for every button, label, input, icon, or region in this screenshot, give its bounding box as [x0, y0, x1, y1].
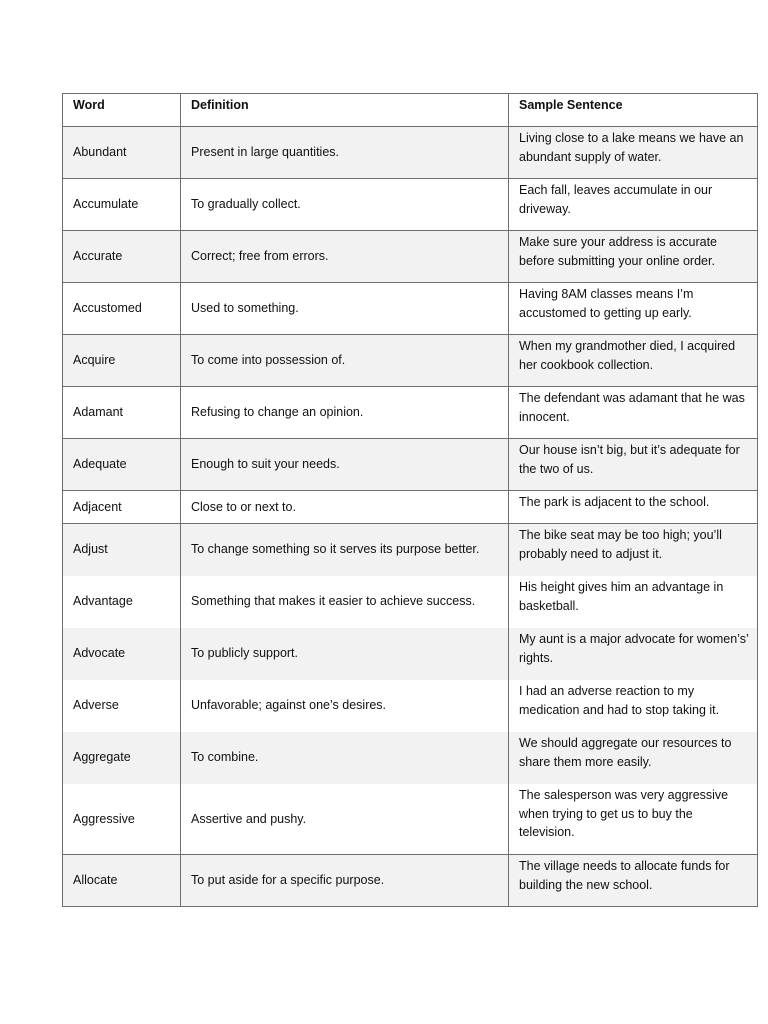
table-row: [63, 491, 758, 524]
table-row: [63, 283, 758, 335]
sentence-cell: The bike seat may be too high; you’ll probably need to adjust it.: [509, 524, 758, 576]
definition-cell: To come into possession of.: [181, 335, 509, 387]
word-cell: Adequate: [63, 439, 181, 491]
definition-cell: Used to something.: [181, 283, 509, 335]
table-row: [63, 732, 758, 784]
sentence-cell: Having 8AM classes means I’m accustomed to getting up early.: [509, 283, 758, 335]
definition-cell: To publicly support.: [181, 628, 509, 680]
table-row: [63, 855, 758, 907]
definition-cell: Present in large quantities.: [181, 127, 509, 179]
sentence-cell: The salesperson was very aggressive when trying to get us to buy the television.: [509, 784, 758, 855]
sentence-cell: The park is adjacent to the school.: [509, 491, 758, 524]
word-cell: Adjacent: [63, 491, 181, 524]
definition-cell: To combine.: [181, 732, 509, 784]
definition-cell: To change something so it serves its purpose better.: [181, 524, 509, 576]
vocabulary-table: [62, 93, 758, 907]
table-row: [63, 628, 758, 680]
sentence-cell: The defendant was adamant that he was innocent.: [509, 387, 758, 439]
definition-cell: Something that makes it easier to achieve success.: [181, 576, 509, 628]
word-cell: Acquire: [63, 335, 181, 387]
word-cell: Accumulate: [63, 179, 181, 231]
table-row: [63, 387, 758, 439]
sentence-cell: We should aggregate our resources to share them more easily.: [509, 732, 758, 784]
word-cell: Aggregate: [63, 732, 181, 784]
definition-cell: Enough to suit your needs.: [181, 439, 509, 491]
word-cell: Accurate: [63, 231, 181, 283]
table-row: [63, 179, 758, 231]
table-header-row: [63, 94, 758, 127]
definition-cell: Correct; free from errors.: [181, 231, 509, 283]
word-cell: Advantage: [63, 576, 181, 628]
word-cell: Adamant: [63, 387, 181, 439]
definition-cell: Refusing to change an opinion.: [181, 387, 509, 439]
sentence-cell: Our house isn’t big, but it’s adequate for the two of us.: [509, 439, 758, 491]
definition-cell: To gradually collect.: [181, 179, 509, 231]
sentence-cell: His height gives him an advantage in basketball.: [509, 576, 758, 628]
word-cell: Advocate: [63, 628, 181, 680]
sentence-cell: Make sure your address is accurate before submitting your online order.: [509, 231, 758, 283]
header-sample-sentence: Sample Sentence: [509, 94, 758, 127]
table-row: [63, 576, 758, 628]
sentence-cell: Living close to a lake means we have an abundant supply of water.: [509, 127, 758, 179]
sentence-cell: When my grandmother died, I acquired her cookbook collection.: [509, 335, 758, 387]
definition-cell: Close to or next to.: [181, 491, 509, 524]
definition-cell: Unfavorable; against one’s desires.: [181, 680, 509, 732]
sentence-cell: Each fall, leaves accumulate in our driveway.: [509, 179, 758, 231]
word-cell: Abundant: [63, 127, 181, 179]
table-row: [63, 231, 758, 283]
word-cell: Accustomed: [63, 283, 181, 335]
table-row: [63, 524, 758, 576]
sentence-cell: The village needs to allocate funds for building the new school.: [509, 855, 758, 907]
word-cell: Adverse: [63, 680, 181, 732]
table-row: [63, 680, 758, 732]
word-cell: Allocate: [63, 855, 181, 907]
sentence-cell: My aunt is a major advocate for women’s’ rights.: [509, 628, 758, 680]
table-row: [63, 335, 758, 387]
header-definition: Definition: [181, 94, 509, 127]
table-row: [63, 127, 758, 179]
definition-cell: Assertive and pushy.: [181, 784, 509, 855]
definition-cell: To put aside for a specific purpose.: [181, 855, 509, 907]
sentence-cell: I had an adverse reaction to my medication and had to stop taking it.: [509, 680, 758, 732]
table-row: [63, 784, 758, 855]
word-cell: Aggressive: [63, 784, 181, 855]
table-row: [63, 439, 758, 491]
word-cell: Adjust: [63, 524, 181, 576]
header-word: Word: [63, 94, 181, 127]
